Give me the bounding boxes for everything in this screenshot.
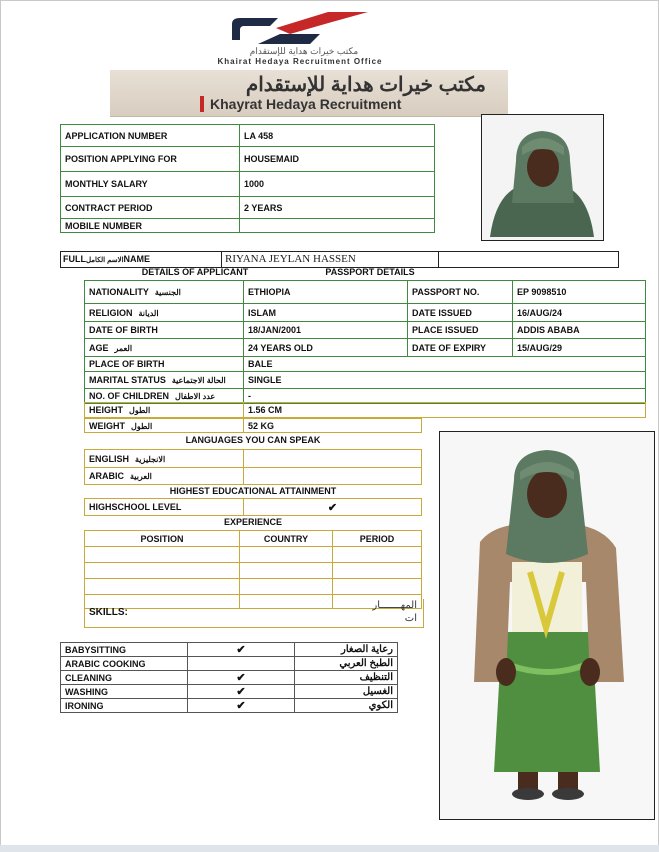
full-name-row [60, 251, 619, 268]
details-of-applicant-heading: DETAILS OF APPLICANT [141, 267, 249, 277]
full-name-value: RIYANA JEYLAN HASSEN [225, 253, 356, 265]
date-issued-value: 16/AUG/24 [513, 304, 646, 322]
table-row [85, 547, 422, 563]
banner-english-text: Khayrat Hedaya Recruitment [210, 96, 402, 112]
date-of-expiry-label: DATE OF EXPIRY [408, 339, 513, 357]
experience-header-period: PERIOD [333, 531, 422, 547]
dob-label: DATE OF BIRTH [85, 322, 244, 339]
full-label: FULL [63, 254, 86, 264]
salary-value: 1000 [240, 172, 435, 197]
skill-row [61, 685, 398, 699]
skill-ironing-arabic: الكوي [295, 699, 398, 713]
headshot-photo [481, 114, 604, 241]
banner-arabic-text: مكتب خيرات هداية للإستقدام [245, 74, 486, 96]
passport-no-label: PASSPORT NO. [408, 281, 513, 304]
date-of-expiry-value: 15/AUG/29 [513, 339, 646, 357]
education-level: HIGHSCHOOL LEVEL [85, 499, 244, 516]
experience-header-position: POSITION [85, 531, 240, 547]
table-row [85, 579, 422, 595]
application-table [60, 124, 435, 233]
place-of-birth-value: BALE [244, 357, 646, 372]
skill-row [61, 671, 398, 685]
education-check-icon: ✔ [244, 499, 422, 516]
details-table [84, 280, 646, 404]
weight-value: 52 KG [244, 419, 422, 433]
height-weight-table [84, 402, 646, 418]
company-banner [110, 70, 508, 117]
place-of-birth-label: PLACE OF BIRTH [85, 357, 244, 372]
english-value [244, 450, 422, 468]
experience-header-country: COUNTRY [240, 531, 333, 547]
table-row [85, 563, 422, 579]
arabic-value [244, 468, 422, 485]
skill-ironing-label: IRONING [61, 699, 188, 713]
headshot-portrait-icon [482, 115, 603, 240]
place-issued-value: ADDIS ABABA [513, 322, 646, 339]
marital-status-label: MARITAL STATUS الحالة الاجتماعية [85, 372, 244, 389]
full-name-arabic-label: الاسم الكامل [86, 257, 124, 264]
marital-status-value: SINGLE [244, 372, 646, 389]
mobile-value [240, 219, 435, 233]
dob-value: 18/JAN/2001 [244, 322, 408, 339]
passport-no-value: EP 9098510 [513, 281, 646, 304]
skill-babysitting-arabic: رعاية الصغار [295, 643, 398, 657]
religion-label: RELIGION الديانة [85, 304, 244, 322]
languages-table [84, 449, 422, 485]
skill-cleaning-check-icon: ✔ [188, 671, 295, 685]
skill-row [61, 643, 398, 657]
full-body-photo [439, 431, 655, 820]
skill-cooking-check-icon [188, 657, 295, 671]
skill-row [61, 657, 398, 671]
skill-ironing-check-icon: ✔ [188, 699, 295, 713]
full-body-portrait-icon [440, 432, 654, 819]
skill-babysitting-check-icon: ✔ [188, 643, 295, 657]
application-number-label: APPLICATION NUMBER [61, 125, 240, 147]
age-value: 24 YEARS OLD [244, 339, 408, 357]
english-label: ENGLISH الانجليزية [85, 450, 244, 468]
experience-heading: EXPERIENCE [223, 517, 283, 527]
skill-babysitting-label: BABYSITTING [61, 643, 188, 657]
nationality-label: NATIONALITY الجنسية [85, 281, 244, 304]
salary-label: MONTHLY SALARY [61, 172, 240, 197]
skill-washing-check-icon: ✔ [188, 685, 295, 699]
position-label: POSITION APPLYING FOR [61, 147, 240, 172]
weight-label: WEIGHT الطول [85, 419, 244, 433]
name-label: NAME [123, 254, 151, 264]
mobile-label: MOBILE NUMBER [61, 219, 240, 233]
banner-accent-bar [200, 96, 204, 112]
date-issued-label: DATE ISSUED [408, 304, 513, 322]
logo-mark-icon [160, 10, 440, 50]
weight-table [84, 418, 422, 433]
nationality-value: ETHIOPIA [244, 281, 408, 304]
children-value: - [244, 389, 646, 404]
page-bottom-strip [0, 845, 659, 852]
skill-row [61, 699, 398, 713]
logo-arabic-text: مكتب خيرات هداية للإستقدام [249, 46, 359, 56]
company-logo [160, 10, 440, 66]
age-label: AGE العمر [85, 339, 244, 357]
passport-details-heading: PASSPORT DETAILS [325, 267, 415, 277]
skill-cleaning-label: CLEANING [61, 671, 188, 685]
height-value: 1.56 CM [244, 403, 646, 418]
contract-label: CONTRACT PERIOD [61, 197, 240, 219]
skills-table [60, 642, 398, 713]
skill-cooking-label: ARABIC COOKING [61, 657, 188, 671]
height-label: HEIGHT الطول [85, 403, 244, 418]
languages-heading: LANGUAGES YOU CAN SPEAK [185, 435, 321, 445]
place-issued-label: PLACE ISSUED [408, 322, 513, 339]
education-table [84, 498, 422, 516]
contract-value: 2 YEARS [240, 197, 435, 219]
application-number-value: LA 458 [240, 125, 435, 147]
arabic-label: ARABIC العربية [85, 468, 244, 485]
skills-arabic-label: المهـــــــار ات [372, 600, 417, 624]
experience-table [84, 530, 422, 609]
skill-washing-label: WASHING [61, 685, 188, 699]
skill-cooking-arabic: الطبخ العربي [295, 657, 398, 671]
education-heading: HIGHEST EDUCATIONAL ATTAINMENT [169, 486, 337, 496]
position-value: HOUSEMAID [240, 147, 435, 172]
skills-label: SKILLS: [89, 607, 128, 618]
full-name-value-box [221, 251, 439, 267]
skills-box [84, 599, 424, 628]
skill-cleaning-arabic: التنظيف [295, 671, 398, 685]
full-name-label [63, 254, 150, 264]
skill-washing-arabic: الغسيل [295, 685, 398, 699]
religion-value: ISLAM [244, 304, 408, 322]
logo-english-text: Khairat Hedaya Recruitment Office [217, 57, 383, 66]
children-label: NO. OF CHILDREN عدد الاطفال [85, 389, 244, 404]
